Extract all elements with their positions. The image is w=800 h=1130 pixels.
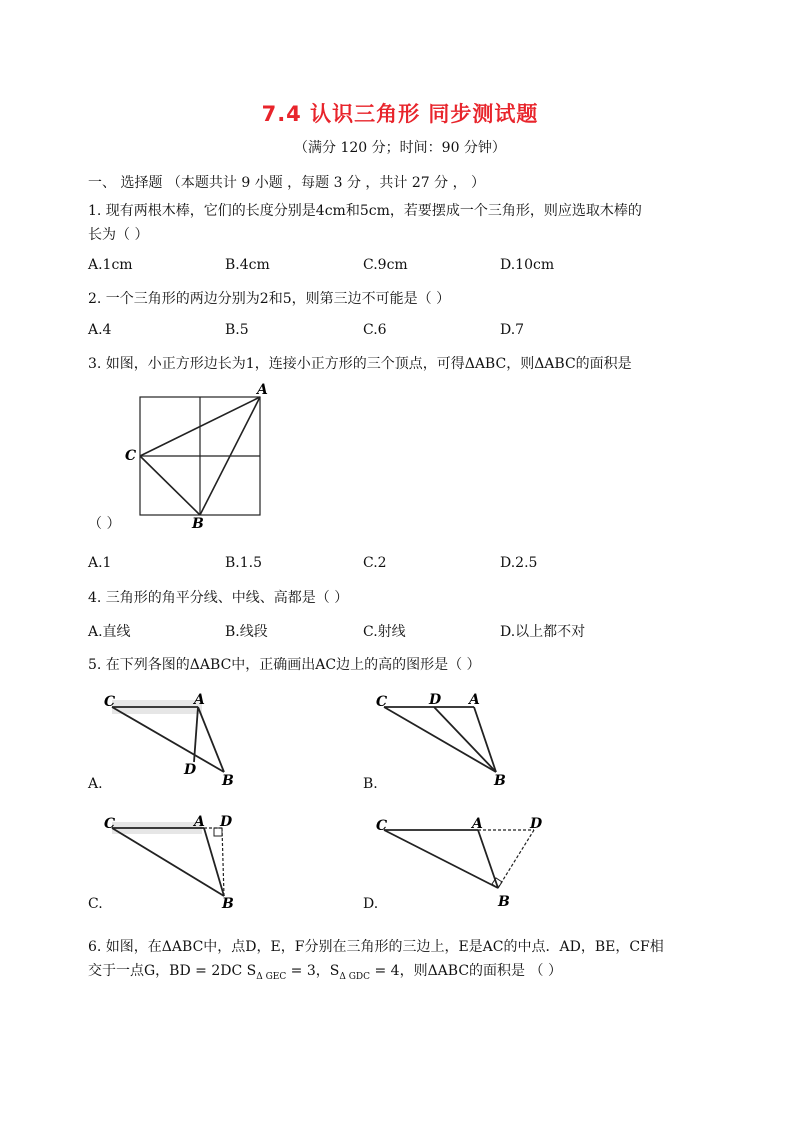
side-cb bbox=[112, 707, 224, 772]
label-b: B bbox=[222, 896, 234, 908]
label-b: B bbox=[498, 894, 510, 908]
label-a: A bbox=[194, 814, 205, 830]
label-a: A bbox=[469, 692, 480, 708]
segment-ad bbox=[194, 707, 198, 762]
q3-option-c: C.2 bbox=[363, 555, 387, 571]
triangle-side-cb bbox=[140, 456, 200, 515]
label-a: A bbox=[257, 382, 268, 398]
q1-text-line2: 长为（ ） bbox=[88, 227, 149, 243]
q2-text: 2. 一个三角形的两边分别为2和5，则第三边不可能是（ ） bbox=[88, 291, 451, 307]
q2-option-b: B.5 bbox=[225, 322, 249, 338]
q2-option-c: C.6 bbox=[363, 322, 387, 338]
q5-figure-b bbox=[372, 688, 522, 788]
segment-db bbox=[434, 707, 496, 772]
q6-line2-part3: = 4，则ΔABC的面积是 （ ） bbox=[370, 963, 562, 979]
label-a: A bbox=[472, 816, 483, 832]
q3-option-b: B.1.5 bbox=[225, 555, 263, 571]
q6-line2-part2: = 3，S bbox=[286, 963, 340, 979]
q3-option-a: A.1 bbox=[88, 555, 112, 571]
label-c: C bbox=[376, 818, 388, 834]
section-heading: 一、 选择题 （本题共计 9 小题 ，每题 3 分 ，共计 27 分 ， ） bbox=[88, 175, 486, 191]
label-d: D bbox=[184, 762, 197, 778]
q4-option-d: D.以上都不对 bbox=[500, 624, 586, 640]
q5-text: 5. 在下列各图的ΔABC中，正确画出AC边上的高的图形是（ ） bbox=[88, 657, 481, 673]
q3-grid-figure bbox=[120, 380, 280, 530]
q3-answer-paren: （ ） bbox=[88, 516, 121, 532]
label-b: B bbox=[192, 516, 204, 530]
q5-figure-a bbox=[100, 688, 250, 788]
q5-option-a: A. bbox=[88, 776, 103, 792]
page-subtitle: （满分 120 分；时间：90 分钟） bbox=[294, 140, 506, 156]
label-c: C bbox=[104, 816, 116, 832]
q1-option-a: A.1cm bbox=[88, 257, 133, 273]
side-ab bbox=[474, 707, 496, 772]
q5-figure-c bbox=[100, 808, 250, 908]
height-bd bbox=[498, 830, 534, 888]
q6-line2-part1: 交于一点G，BD = 2DC S bbox=[88, 963, 257, 979]
q5-option-d: D. bbox=[363, 896, 379, 912]
label-d: D bbox=[429, 692, 442, 708]
page-title: 7.4 认识三角形 同步测试题 bbox=[261, 102, 539, 126]
q3-text: 3. 如图，小正方形边长为1，连接小正方形的三个顶点，可得ΔABC，则ΔABC的面积是 bbox=[88, 356, 632, 372]
label-b: B bbox=[222, 773, 234, 788]
q5-option-b: B. bbox=[363, 776, 378, 792]
label-a: A bbox=[194, 692, 205, 708]
side-ab bbox=[198, 707, 224, 772]
q6-text-line1: 6. 如图，在ΔABC中，点D，E，F分别在三角形的三边上，E是AC的中点．AD，BE，CF相 bbox=[88, 939, 664, 955]
label-b: B bbox=[494, 773, 506, 788]
q4-option-b: B.线段 bbox=[225, 624, 268, 640]
q4-option-c: C.射线 bbox=[363, 624, 406, 640]
q4-text: 4. 三角形的角平分线、中线、高都是（ ） bbox=[88, 590, 349, 606]
q1-text-line1: 1. 现有两根木棒，它们的长度分别是4cm和5cm，若要摆成一个三角形，则应选取木棒的 bbox=[88, 203, 642, 219]
q6-sub-gdc: Δ GDC bbox=[339, 971, 371, 982]
q6-sub-gec: Δ GEC bbox=[256, 971, 287, 982]
label-c: C bbox=[376, 694, 388, 710]
q5-option-c: C. bbox=[88, 896, 103, 912]
q6-text-line2 bbox=[88, 961, 562, 987]
label-d: D bbox=[530, 816, 543, 832]
label-c: C bbox=[125, 448, 137, 464]
q4-option-a: A.直线 bbox=[88, 624, 131, 640]
q3-option-d: D.2.5 bbox=[500, 555, 538, 571]
q1-option-c: C.9cm bbox=[363, 257, 408, 273]
side-cb bbox=[384, 707, 496, 772]
height-db bbox=[222, 828, 224, 896]
q1-option-b: B.4cm bbox=[225, 257, 270, 273]
label-c: C bbox=[104, 694, 116, 710]
q2-option-d: D.7 bbox=[500, 322, 525, 338]
label-d: D bbox=[220, 814, 233, 830]
q2-option-a: A.4 bbox=[88, 322, 112, 338]
q1-option-d: D.10cm bbox=[500, 257, 555, 273]
q5-figure-d bbox=[372, 808, 552, 908]
